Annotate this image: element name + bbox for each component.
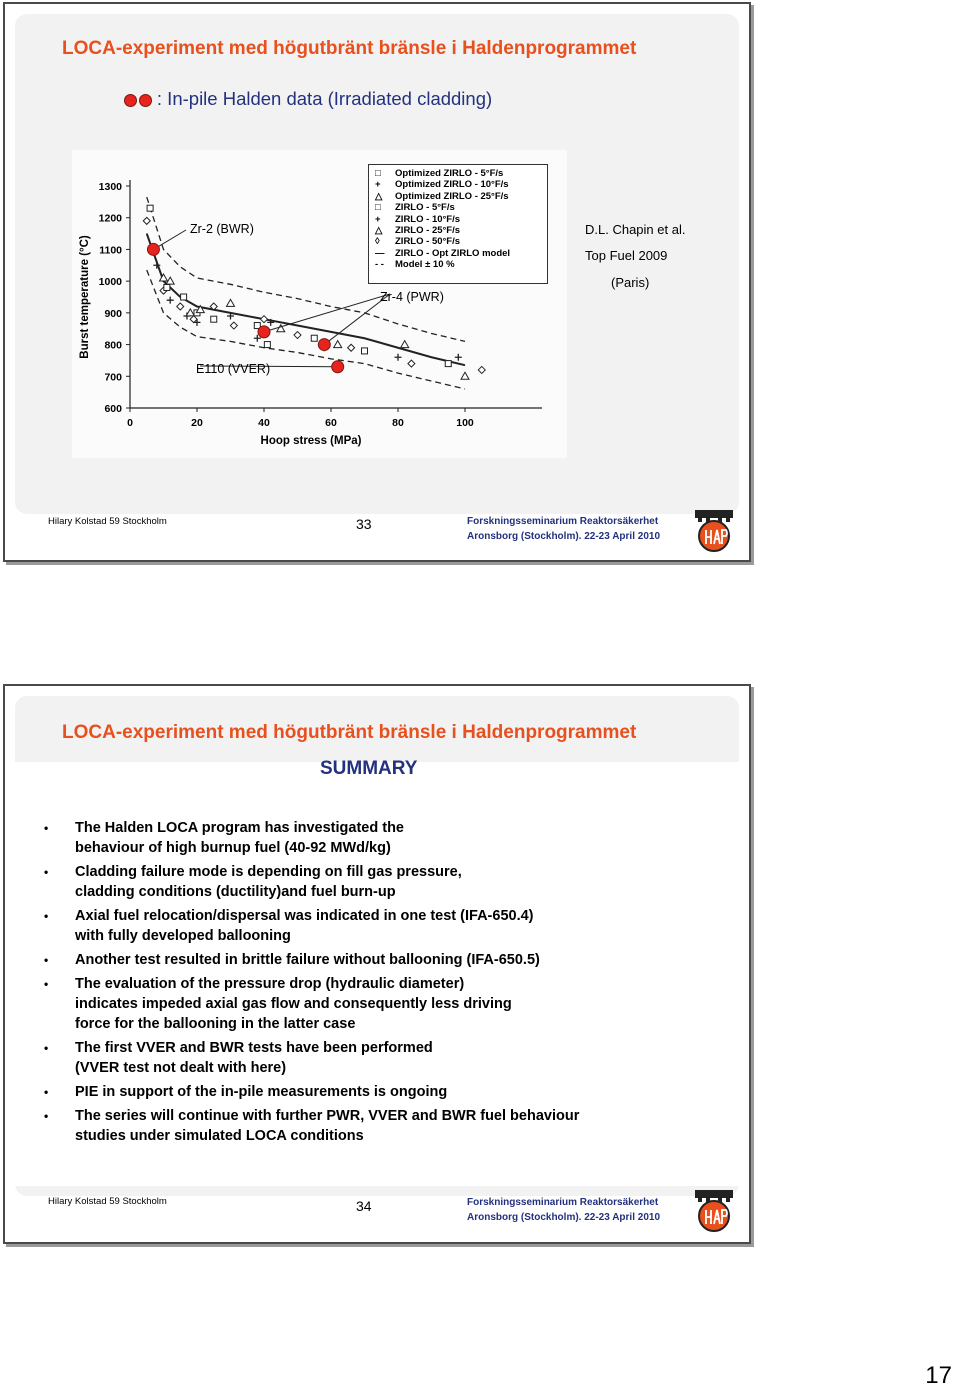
y-axis-label: Burst temperature (°C) — [79, 235, 91, 359]
footer-conference — [467, 1195, 660, 1225]
legend-symbol-icon: — — [375, 247, 385, 259]
conference-date: Aronsborg (Stockholm). 22-23 April 2010 — [467, 531, 661, 542]
y-tick-label: 900 — [104, 307, 122, 320]
data-point — [186, 309, 194, 316]
data-point — [177, 303, 184, 310]
y-tick-label: 600 — [104, 403, 122, 415]
data-point — [164, 284, 170, 290]
annotation-zr2: Zr-2 (BWR) — [190, 222, 254, 236]
legend-symbol-icon: △ — [375, 225, 383, 237]
y-tick-label: 700 — [104, 371, 122, 384]
legend-entry — [375, 179, 547, 190]
summary-bullet-item — [44, 950, 704, 970]
summary-bullet-item — [44, 1038, 704, 1078]
y-tick-label: 1300 — [98, 181, 122, 193]
data-point — [181, 294, 187, 300]
footer-author: Hilary Kolstad 59 Stockholm — [48, 516, 167, 527]
x-tick-label: 60 — [325, 417, 337, 429]
data-point — [167, 297, 174, 304]
legend-entry — [375, 225, 547, 236]
legend-symbol-icon: - - — [375, 259, 384, 271]
legend-label: ZIRLO - 50°F/s — [395, 236, 461, 248]
data-point — [190, 316, 197, 323]
halden-logo-icon — [693, 1188, 735, 1234]
summary-bullet-line: The Halden LOCA program has investigated the — [75, 820, 404, 836]
legend-symbol-icon: + — [375, 179, 381, 191]
summary-bullet-item — [44, 974, 704, 1034]
chart-legend — [368, 164, 548, 284]
slide-number: 34 — [356, 1198, 372, 1214]
legend-symbol-icon: □ — [375, 202, 381, 214]
summary-bullet-line: indicates impeded axial gas flow and consequently less driving — [75, 996, 512, 1012]
red-dot-icon — [124, 94, 137, 107]
summary-bullet-line: behaviour of high burnup fuel (40-92 MWd/kg) — [75, 840, 391, 856]
data-point — [334, 341, 342, 348]
summary-heading: SUMMARY — [320, 758, 418, 779]
legend-entry — [375, 248, 547, 259]
data-point — [147, 205, 153, 211]
halden-data-point — [318, 339, 330, 351]
data-point — [227, 299, 235, 306]
data-point — [264, 342, 270, 348]
summary-bullet-item — [44, 1106, 704, 1146]
legend-label: ZIRLO - 5°F/s — [395, 202, 455, 214]
conference-name: Forskningsseminarium Reaktorsäkerhet — [467, 516, 659, 527]
summary-bullet-line: The first VVER and BWR tests have been performed — [75, 1040, 433, 1056]
legend-label: Optimized ZIRLO - 10°F/s — [395, 179, 509, 191]
slide-33-title: LOCA-experiment med högutbränt bränsle i Haldenprogrammet — [62, 38, 637, 59]
halden-data-point — [258, 326, 270, 338]
conference-name: Forskningsseminarium Reaktorsäkerhet — [467, 1197, 659, 1208]
page-number: 17 — [925, 1362, 952, 1389]
conference-date: Aronsborg (Stockholm). 22-23 April 2010 — [467, 1212, 661, 1223]
summary-bullet-list — [44, 818, 704, 1150]
legend-entry — [375, 202, 547, 213]
data-point — [362, 348, 368, 354]
data-point — [408, 360, 415, 367]
red-dot-icon — [139, 94, 152, 107]
summary-bullet-item — [44, 1082, 704, 1102]
legend-entry — [375, 259, 547, 270]
halden-data-point — [147, 243, 159, 255]
y-tick-label: 1200 — [98, 212, 122, 225]
legend-label: ZIRLO - 10°F/s — [395, 213, 461, 225]
summary-bullet-item — [44, 906, 704, 946]
x-tick-label: 20 — [191, 417, 203, 429]
legend-label: Optimized ZIRLO - 5°F/s — [395, 168, 504, 179]
halden-logo-icon — [693, 508, 735, 554]
legend-entry — [375, 214, 547, 225]
reference-city: (Paris) — [611, 275, 650, 290]
y-tick-label: 800 — [104, 339, 122, 352]
burst-temperature-chart — [72, 150, 567, 458]
legend-entry — [375, 168, 547, 179]
summary-bullet-line: studies under simulated LOCA conditions — [75, 1128, 364, 1144]
legend-entry — [375, 236, 547, 247]
data-point — [395, 354, 402, 361]
legend-label: Optimized ZIRLO - 25°F/s — [395, 190, 509, 202]
slide-number: 33 — [356, 516, 372, 532]
footer-author: Hilary Kolstad 59 Stockholm — [48, 1196, 167, 1207]
legend-entry — [375, 191, 547, 202]
legend-symbol-icon: + — [375, 213, 381, 225]
y-tick-label: 1100 — [99, 244, 122, 257]
summary-bullet-line: Axial fuel relocation/dispersal was indicated in one test (IFA-650.4) — [75, 908, 534, 924]
summary-bullet-item — [44, 862, 704, 902]
summary-bullet-item — [44, 818, 704, 858]
data-point — [211, 316, 217, 322]
summary-bullet-line: Another test resulted in brittle failure without ballooning (IFA-650.5) — [75, 952, 540, 968]
x-tick-label: 100 — [456, 417, 474, 429]
data-point — [261, 316, 268, 323]
data-point — [348, 344, 355, 351]
legend-label: Model ± 10 % — [395, 259, 455, 271]
x-tick-label: 0 — [127, 417, 133, 429]
summary-bullet-line: PIE in support of the in-pile measurements is ongoing — [75, 1084, 448, 1100]
data-point — [143, 217, 150, 224]
legend-symbol-icon: △ — [375, 190, 383, 202]
data-point — [445, 361, 451, 367]
annotation-e110: E110 (VVER) — [196, 362, 271, 376]
summary-bullet-line: (VVER test not dealt with here) — [75, 1060, 287, 1076]
slide-34-title: LOCA-experiment med högutbränt bränsle i Haldenprogrammet — [62, 722, 637, 743]
data-point — [478, 366, 485, 373]
summary-bullet-line: with fully developed ballooning — [75, 928, 291, 944]
halden-data-point — [332, 361, 344, 373]
annotation-leader-line — [264, 294, 390, 332]
summary-bullet-line: The evaluation of the pressure drop (hydraulic diameter) — [75, 976, 465, 992]
x-tick-label: 40 — [258, 417, 270, 429]
annotation-zr4: Zr-4 (PWR) — [380, 290, 444, 304]
y-tick-label: 1000 — [98, 276, 122, 289]
legend-symbol-icon: □ — [375, 168, 381, 179]
legend-label: ZIRLO - 25°F/s — [395, 225, 461, 237]
summary-bullet-line: The series will continue with further PWR, VVER and BWR fuel behaviour — [75, 1108, 580, 1124]
summary-bullet-line: Cladding failure mode is depending on fill gas pressure, — [75, 864, 462, 880]
legend-symbol-icon: ◊ — [375, 236, 380, 248]
x-axis-label: Hoop stress (MPa) — [260, 435, 362, 447]
data-point — [461, 372, 469, 379]
legend-label: ZIRLO - Opt ZIRLO model — [395, 247, 511, 259]
summary-bullet-line: force for the ballooning in the latter case — [75, 1016, 356, 1032]
data-point — [294, 332, 301, 339]
slide-33-subtitle: : In-pile Halden data (Irradiated cladding) — [124, 88, 492, 110]
data-point — [230, 322, 237, 329]
summary-bullet-line: cladding conditions (ductility)and fuel burn-up — [75, 884, 396, 900]
data-point — [311, 335, 317, 341]
reference-author: D.L. Chapin et al. — [585, 222, 686, 237]
data-point — [401, 341, 409, 348]
footer-conference — [467, 514, 660, 544]
x-tick-label: 80 — [392, 417, 404, 429]
reference-venue: Top Fuel 2009 — [585, 248, 668, 263]
data-point — [455, 354, 462, 361]
